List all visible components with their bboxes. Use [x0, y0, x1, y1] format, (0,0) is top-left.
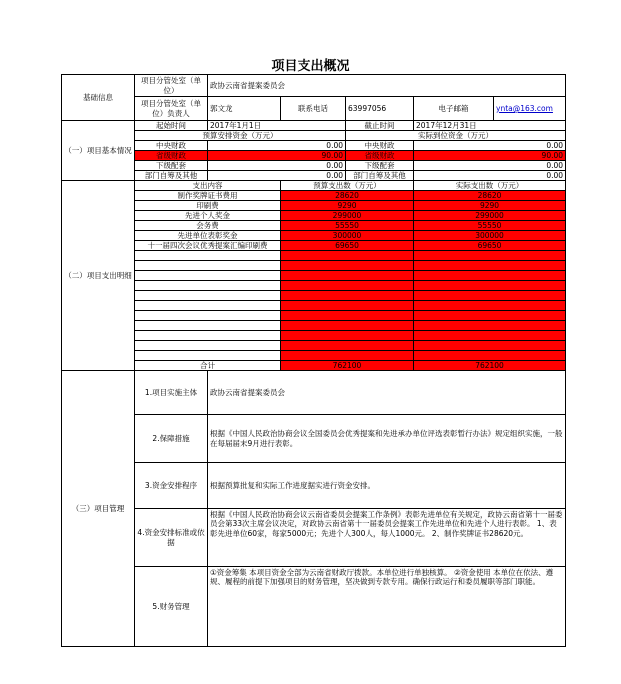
- management-item-text: 根据预算批复和实际工作进度据实进行资金安排。: [208, 463, 566, 509]
- expense-empty-row: [62, 321, 566, 331]
- project-expense-table: [61, 74, 566, 647]
- management-item-text: 根据《中国人民政治协商会议云南省委员会提案工作条例》表彰先进单位有关规定，政协云南省第十一届委员会第33次主席会议决定，对政协云南省第十一届委员会提案工作先进单位和先进个人进行表彰。 1、表彰先进单位60家，每家5000元；先进个人300人，每人1000元。 2、制作奖牌证书28620元。: [208, 509, 566, 567]
- budget-source-label: 部门自筹及其他: [135, 171, 208, 181]
- total-label: 合计: [135, 361, 281, 371]
- expense-item-actual: 28620: [414, 191, 566, 201]
- actual-source-label: 省级财政: [346, 151, 414, 161]
- phone-label: 联系电话: [281, 97, 346, 121]
- expense-item-actual: 69650: [414, 241, 566, 251]
- funding-row: [62, 141, 566, 151]
- col-content-header: 支出内容: [135, 181, 281, 191]
- funding-row: [62, 161, 566, 171]
- management-item-label: 2.保障措施: [135, 415, 208, 463]
- expense-item-budget: 55550: [281, 221, 414, 231]
- expense-row: [62, 191, 566, 201]
- actual-source-value: 90.00: [414, 151, 566, 161]
- total-budget: 762100: [281, 361, 414, 371]
- actual-source-value: 0.00: [414, 141, 566, 151]
- funding-row: [62, 171, 566, 181]
- actual-source-value: 0.00: [414, 161, 566, 171]
- dept-value: 政协云南省提案委员会: [208, 75, 566, 97]
- col-actual-header: 实际支出数（万元）: [414, 181, 566, 191]
- expense-section-label: （二）项目支出明细: [62, 181, 135, 371]
- expense-total-row: [62, 361, 566, 371]
- dept-label: 项目分管处室（单位）: [135, 75, 208, 97]
- expense-empty-row: [62, 261, 566, 271]
- col-budget-header: 预算支出数（万元）: [281, 181, 414, 191]
- expense-item-budget: 69650: [281, 241, 414, 251]
- expense-item-actual: 9290: [414, 201, 566, 211]
- budget-source-value: 0.00: [208, 141, 346, 151]
- expense-row: [62, 221, 566, 231]
- expense-row: [62, 211, 566, 221]
- expense-item-budget: 9290: [281, 201, 414, 211]
- expense-empty-row: [62, 341, 566, 351]
- expense-empty-row: [62, 271, 566, 281]
- expense-item-actual: 299000: [414, 211, 566, 221]
- expense-empty-row: [62, 281, 566, 291]
- actual-source-value: 0.00: [414, 171, 566, 181]
- management-item-text: 根据《中国人民政治协商会议全国委员会优秀提案和先进承办单位评选表彰暂行办法》规定组织实施，一般在每届届末9月进行表彰。: [208, 415, 566, 463]
- page-title: 项目支出概况: [271, 59, 350, 74]
- start-value: 2017年1月1日: [208, 121, 346, 131]
- budget-source-label: 中央财政: [135, 141, 208, 151]
- expense-item-actual: 55550: [414, 221, 566, 231]
- expense-item-name: 制作奖牌证书费用: [135, 191, 281, 201]
- expense-item-name: 十一届四次会议优秀提案汇编印刷费: [135, 241, 281, 251]
- expense-empty-row: [62, 251, 566, 261]
- actual-source-label: 下级配套: [346, 161, 414, 171]
- expense-empty-row: [62, 301, 566, 311]
- project-basic-section-label: （一）项目基本情况: [62, 121, 135, 181]
- expense-item-name: 先进单位表彰奖金: [135, 231, 281, 241]
- expense-row: [62, 201, 566, 211]
- basic-section-label: 基础信息: [62, 75, 135, 121]
- email-label: 电子邮箱: [414, 97, 494, 121]
- end-value: 2017年12月31日: [414, 121, 566, 131]
- budget-source-value: 0.00: [208, 161, 346, 171]
- phone-value: 63997056: [346, 97, 414, 121]
- expense-row: [62, 231, 566, 241]
- expense-empty-row: [62, 311, 566, 321]
- expense-item-budget: 28620: [281, 191, 414, 201]
- management-item-label: 4.资金安排标准或依据: [135, 509, 208, 567]
- funding-row: [62, 151, 566, 161]
- expense-empty-row: [62, 331, 566, 341]
- actual-source-label: 部门自筹及其他: [346, 171, 414, 181]
- management-section-label: （三）项目管理: [62, 371, 135, 647]
- expense-item-budget: 300000: [281, 231, 414, 241]
- head-label: 项目分管处室（单位）负责人: [135, 97, 208, 121]
- actual-source-label: 中央财政: [346, 141, 414, 151]
- expense-item-actual: 300000: [414, 231, 566, 241]
- expense-item-budget: 299000: [281, 211, 414, 221]
- expense-empty-row: [62, 351, 566, 361]
- expense-item-name: 会务费: [135, 221, 281, 231]
- total-actual: 762100: [414, 361, 566, 371]
- expense-row: [62, 241, 566, 251]
- management-item-text: 政协云南省提案委员会: [208, 371, 566, 415]
- management-item-label: 1.项目实施主体: [135, 371, 208, 415]
- budget-source-label: 省级财政: [135, 151, 208, 161]
- management-item-label: 3.资金安排程序: [135, 463, 208, 509]
- expense-empty-row: [62, 291, 566, 301]
- expense-item-name: 先进个人奖金: [135, 211, 281, 221]
- end-label: 截止时间: [346, 121, 414, 131]
- budget-source-label: 下级配套: [135, 161, 208, 171]
- budget-source-value: 0.00: [208, 171, 346, 181]
- management-item-label: 5.财务管理: [135, 567, 208, 647]
- start-label: 起始时间: [135, 121, 208, 131]
- management-item-text: ①资金筹集 本项目资金全部为云南省财政厅拨款。本单位进行单独核算。 ②资金使用 本单位在依法、遵规、履程的前提下加强项目的财务管理，坚决做到专款专用。确保行政运行和委员履职等部门职能。: [208, 567, 566, 647]
- budget-header: 预算安排资金（万元）: [135, 131, 346, 141]
- head-value: 郭文龙: [208, 97, 281, 121]
- email-link[interactable]: ynta@163.com: [496, 103, 553, 113]
- actual-header: 实际到位资金（万元）: [346, 131, 566, 141]
- expense-item-name: 印刷费: [135, 201, 281, 211]
- budget-source-value: 90.00: [208, 151, 346, 161]
